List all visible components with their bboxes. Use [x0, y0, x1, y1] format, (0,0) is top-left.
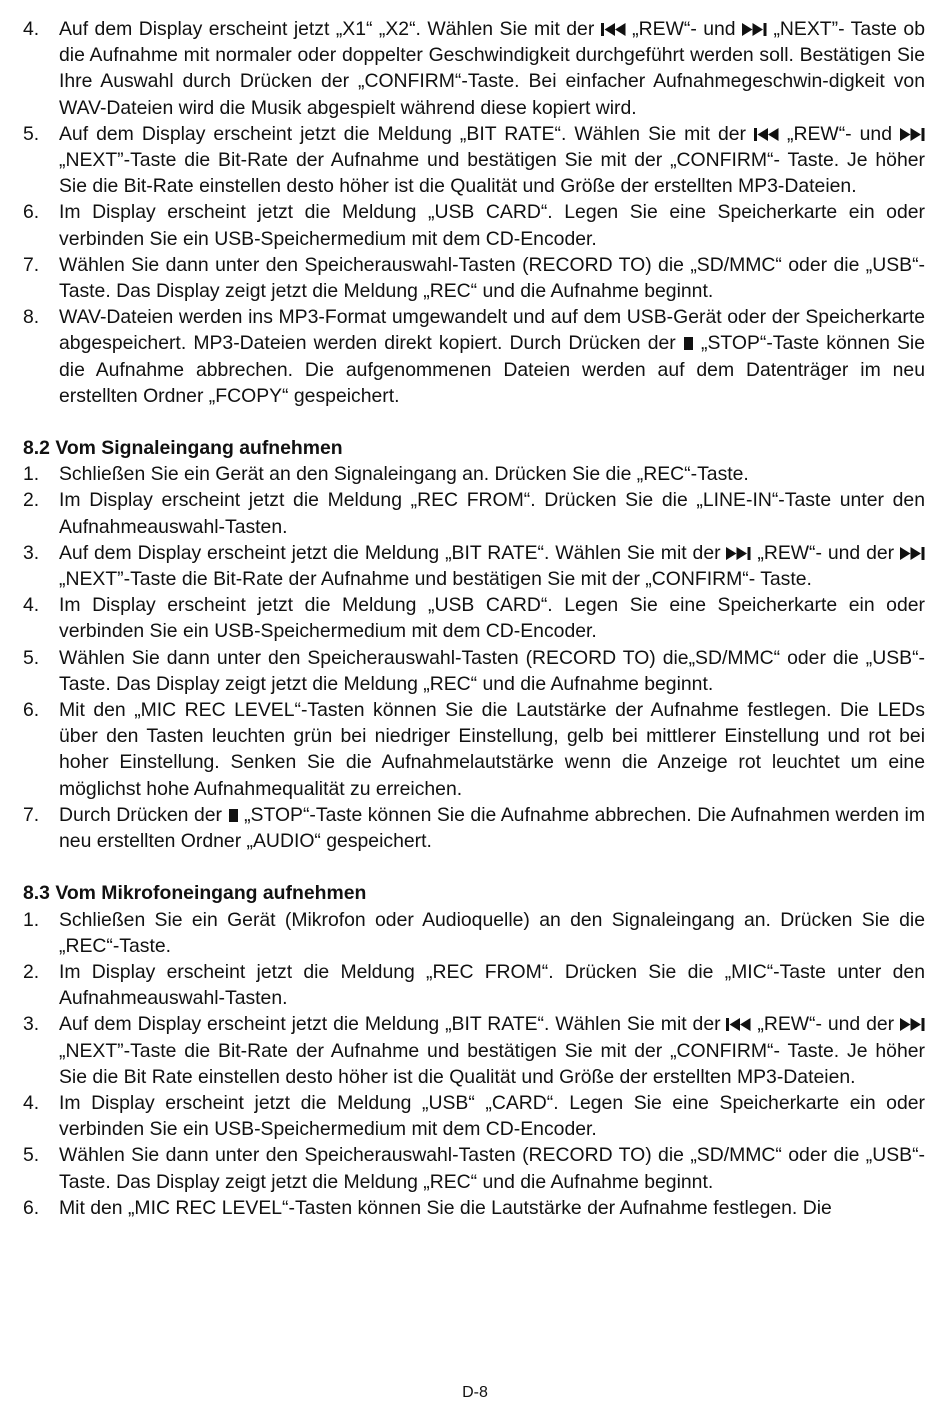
list-number: 5. — [23, 1144, 40, 1167]
rewind-icon — [754, 128, 779, 141]
list-item: 4. Im Display erscheint jetzt die Meldung „USB“ „CARD“. Legen Sie eine Speicherkarte ein oder verbinden Sie ein USB-Speichermedium mit dem CD-Encoder. — [23, 1091, 925, 1141]
list-number: 6. — [23, 699, 40, 722]
list-item: 4. Auf dem Display erscheint jetzt „X1“ „X2“. Wählen Sie mit der „REW“- und „NEXT”- Taste ob die Aufnahme mit normaler oder doppelter Geschwindigkeit durchgeführt werden soll. Bestätigen Sie Ihre Auswahl durch Drücken der „CONFIRM“-Taste. Bei einfacher Aufnahmegeschwin-digkeit von WAV-Dateien wird die Musik abgespielt während diese kopiert wird. — [23, 18, 925, 119]
list-number: 3. — [23, 541, 40, 564]
next-icon — [900, 1018, 925, 1031]
list-number: 2. — [23, 489, 40, 512]
list-item: 2. Im Display erscheint jetzt die Meldung „REC FROM“. Drücken Sie die „MIC“-Taste unter den Aufnahmeauswahl-Tasten. — [23, 960, 925, 1010]
stop-icon — [683, 337, 694, 350]
list-item: 6. Mit den „MIC REC LEVEL“-Tasten können Sie die Lautstärke der Aufnahme festlegen. Die LEDs über den Tasten leuchten grün bei niedriger Einstellung, gelb bei mittlerer Einstellung und rot bei hoher Einstellung. Senken Sie die Aufnahmelautstärke wenn die Anzeige rot leuchtet um eine möglichst hohe Aufnahmequalität zu erreichen. — [23, 699, 925, 800]
section-3-steps — [23, 907, 925, 1221]
list-number: 3. — [23, 1013, 40, 1036]
stop-icon — [228, 809, 239, 822]
rewind-icon — [726, 1018, 751, 1031]
section-2-steps — [23, 461, 925, 854]
list-number: 1. — [23, 908, 40, 931]
page-content — [23, 16, 925, 1221]
rewind-icon — [601, 23, 626, 36]
list-item: 6. Im Display erscheint jetzt die Meldung „USB CARD“. Legen Sie eine Speicherkarte ein oder verbinden Sie ein USB-Speichermedium mit dem CD-Encoder. — [23, 201, 925, 250]
list-item: 3. Auf dem Display erscheint jetzt die Meldung „BIT RATE“. Wählen Sie mit der „REW“- und der „NEXT”-Taste die Bit-Rate der Aufnahme und bestätigen Sie mit der „CONFIRM“- Taste. — [23, 540, 925, 592]
list-number: 4. — [23, 594, 40, 617]
list-number: 6. — [23, 1196, 40, 1219]
list-number: 7. — [23, 253, 40, 276]
section-heading: 8.2 Vom Signaleingang aufnehmen — [23, 437, 343, 460]
next-icon — [742, 23, 767, 36]
next-icon — [900, 547, 925, 560]
list-number: 6. — [23, 201, 40, 224]
list-item: 6. Mit den „MIC REC LEVEL“-Tasten können Sie die Lautstärke der Aufnahme festlegen. Die — [23, 1195, 925, 1221]
list-item: 1. Schließen Sie ein Gerät an den Signaleingang an. Drücken Sie die „REC“-Taste. — [23, 461, 925, 487]
list-number: 8. — [23, 306, 40, 329]
list-item: 1. Schließen Sie ein Gerät (Mikrofon oder Audioquelle) an den Signaleingang an. Drücken Sie die „REC“-Taste. — [23, 908, 925, 957]
list-item: 5. Wählen Sie dann unter den Speicherauswahl-Tasten (RECORD TO) die„SD/MMC“ oder die „USB“-Taste. Das Display zeigt jetzt die Meldung „REC“ und die Aufnahme beginnt. — [23, 646, 925, 695]
next-icon — [900, 128, 925, 141]
list-item: 7. Wählen Sie dann unter den Speicherauswahl-Tasten (RECORD TO) die „SD/MMC“ oder die „USB“-Taste. Das Display zeigt jetzt die Meldung „REC“ und die Aufnahme beginnt. — [23, 253, 925, 303]
list-number: 5. — [23, 646, 40, 669]
list-item: 7. Durch Drücken der „STOP“-Taste können Sie die Aufnahme abbrechen. Die Aufnahmen werden im neu erstellten Ordner „AUDIO“ gespeichert. — [23, 803, 926, 853]
section-1-steps — [23, 16, 925, 409]
list-number: 5. — [23, 122, 40, 145]
list-item: 4. Im Display erscheint jetzt die Meldung „USB CARD“. Legen Sie eine Speicherkarte ein oder verbinden Sie ein USB-Speichermedium mit dem CD-Encoder. — [23, 594, 925, 643]
list-number: 2. — [23, 960, 40, 983]
list-item: 2. Im Display erscheint jetzt die Meldung „REC FROM“. Drücken Sie die „LINE-IN“-Taste unter den Aufnahmeauswahl-Tasten. — [23, 489, 925, 538]
next-icon — [726, 547, 751, 560]
section-heading: 8.3 Vom Mikrofoneingang aufnehmen — [23, 882, 367, 905]
list-item: 8. WAV-Dateien werden ins MP3-Format umgewandelt und auf dem USB-Gerät oder der Speicherkarte abgespeichert. MP3-Dateien werden direkt kopiert. Durch Drücken der „STOP“-Taste können Sie die Aufnahme abbrechen. Die aufgenommenen Dateien werden auf dem Datenträger im neu erstellten Ordner „FCOPY“ gespeichert. — [23, 306, 926, 407]
list-item: 5. Auf dem Display erscheint jetzt die Meldung „BIT RATE“. Wählen Sie mit der „REW“- und „NEXT”-Taste die Bit-Rate der Aufnahme und bestätigen Sie mit der „CONFIRM“- Taste. Je höher Sie die Bit-Rate einstellen desto höher ist die Qualität und Größe der erstellten MP3-Dateien. — [23, 122, 925, 198]
list-number: 1. — [23, 463, 40, 486]
list-number: 4. — [23, 18, 40, 40]
list-item: 5. Wählen Sie dann unter den Speicherauswahl-Tasten (RECORD TO) die „SD/MMC“ oder die „USB“-Taste. Das Display zeigt jetzt die Meldung „REC“ und die Aufnahme beginnt. — [23, 1144, 925, 1193]
list-item: 3. Auf dem Display erscheint jetzt die Meldung „BIT RATE“. Wählen Sie mit der „REW“- und der „NEXT”-Taste die Bit-Rate der Aufnahme und bestätigen Sie mit der „CONFIRM“- Taste. Je höher Sie die Bit Rate einstellen desto höher ist die Qualität und Größe der erstellten MP3-Dateien. — [23, 1013, 925, 1088]
list-number: 7. — [23, 803, 40, 826]
page-number: D-8 — [462, 1384, 488, 1401]
list-number: 4. — [23, 1091, 40, 1114]
